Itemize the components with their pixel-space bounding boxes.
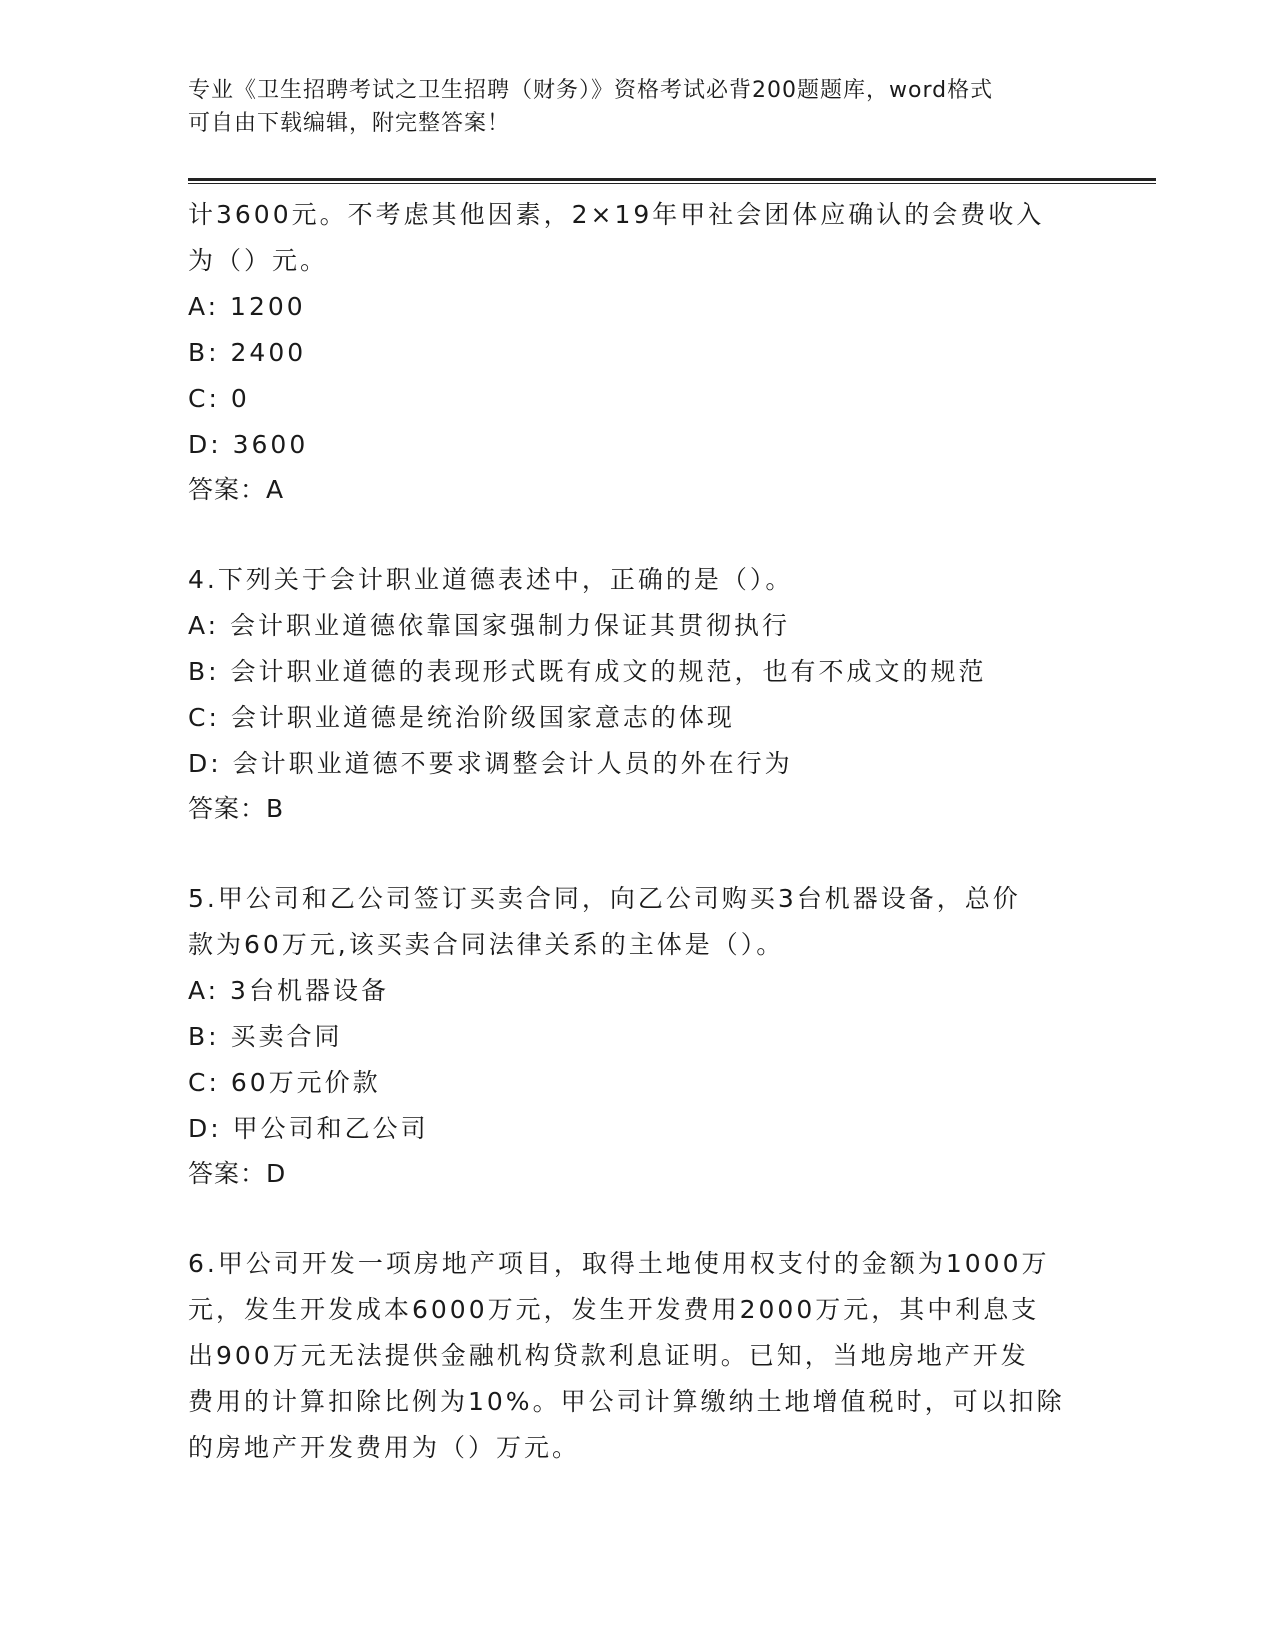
question-spacer [188,831,1088,876]
question-stem-line: 出900万元无法提供金融机构贷款利息证明。已知，当地房地产开发 [188,1341,1029,1370]
option-c: C: 0 [188,384,250,413]
option-a: A: 会计职业道德依靠国家强制力保证其贯彻执行 [188,611,791,640]
question-stem-line: 的房地产开发费用为（）万元。 [188,1433,581,1462]
option-d: D: 会计职业道德不要求调整会计人员的外在行为 [188,749,793,778]
option-d: D: 甲公司和乙公司 [188,1114,429,1143]
option-d: D: 3600 [188,430,309,459]
question-5 [188,876,1088,1196]
option-a: A: 3台机器设备 [188,976,389,1005]
header-divider [188,178,1156,184]
answer-line: 答案：A [188,475,285,504]
question-4 [188,557,1088,831]
question-stem-line: 款为60万元,该买卖合同法律关系的主体是（）。 [188,930,785,959]
question-stem-line: 计3600元。不考虑其他因素，2×19年甲社会团体应确认的会费收入 [188,200,1045,229]
option-c: C: 会计职业道德是统治阶级国家意志的体现 [188,703,735,732]
question-list [188,192,1088,1471]
question-spacer [188,1196,1088,1241]
header-title-line-2: 可自由下载编辑，附完整答案！ [188,111,511,136]
question-6 [188,1241,1088,1471]
question-stem-line: 元，发生开发成本6000万元，发生开发费用2000万元，其中利息支 [188,1295,1040,1324]
question-stem-line: 4.下列关于会计职业道德表述中，正确的是（）。 [188,565,794,594]
option-b: B: 会计职业道德的表现形式既有成文的规范，也有不成文的规范 [188,657,987,686]
question-stem-line: 5.甲公司和乙公司签订买卖合同，向乙公司购买3台机器设备，总价 [188,884,1021,913]
document-header [188,74,1088,140]
option-a: A: 1200 [188,292,306,321]
option-c: C: 60万元价款 [188,1068,381,1097]
question-spacer [188,512,1088,557]
question-stem-line: 费用的计算扣除比例为10%。甲公司计算缴纳土地增值税时，可以扣除 [188,1387,1065,1416]
answer-line: 答案：B [188,794,285,823]
option-b: B: 2400 [188,338,307,367]
question-stem-line: 为（）元。 [188,246,329,275]
option-b: B: 买卖合同 [188,1022,343,1051]
question-3 [188,192,1088,512]
answer-line: 答案：D [188,1159,287,1188]
question-stem-line: 6.甲公司开发一项房地产项目，取得土地使用权支付的金额为1000万 [188,1249,1050,1278]
header-title-line-1: 专业《卫生招聘考试之卫生招聘（财务）》资格考试必背200题题库，word格式 [188,78,994,103]
